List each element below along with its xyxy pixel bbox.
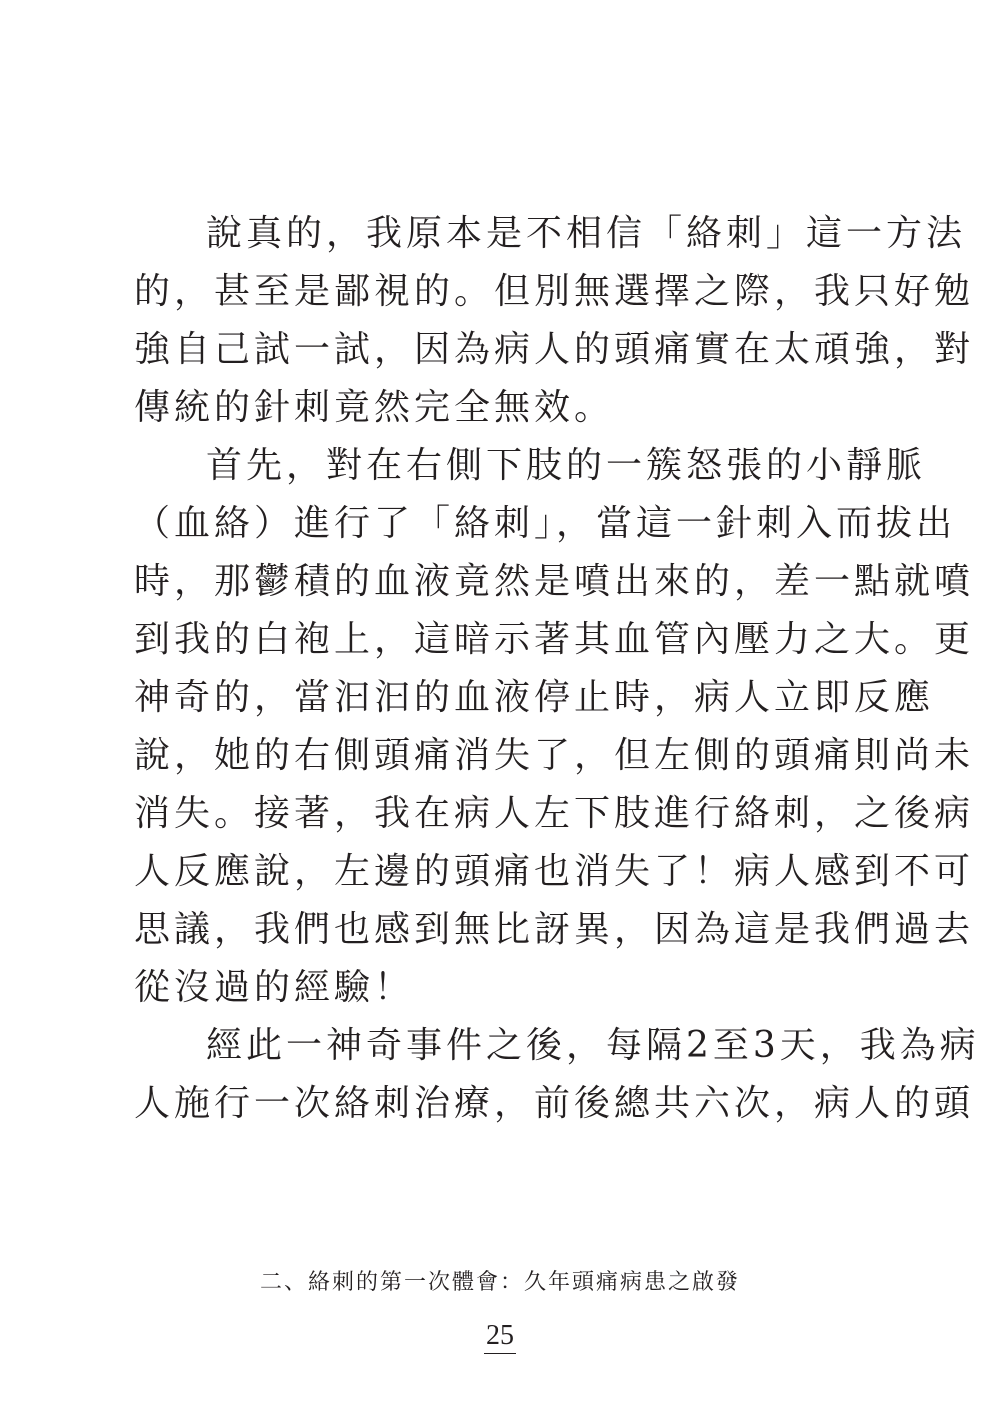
text-line: 經此一神奇事件之後，每隔2至3天，我為病 xyxy=(206,1025,980,1066)
text-line: 從沒過的經驗！ xyxy=(134,967,415,1008)
text-line: 人施行一次絡刺治療，前後總共六次，病人的頭 xyxy=(134,1083,975,1124)
text-line: 人反應說，左邊的頭痛也消失了！病人感到不可 xyxy=(134,851,975,892)
text-line: 思議，我們也感到無比訝異，因為這是我們過去 xyxy=(134,909,975,950)
text-line: 神奇的，當汩汩的血液停止時，病人立即反應 xyxy=(134,677,935,718)
text-line: 的，甚至是鄙視的。但別無選擇之際，我只好勉 xyxy=(134,271,975,312)
text-line: 說，她的右側頭痛消失了，但左側的頭痛則尚未 xyxy=(134,735,975,776)
text-line: （血絡）進行了「絡刺」，當這一針刺入而拔出 xyxy=(134,503,957,544)
text-line: 首先，對在右側下肢的一簇怒張的小靜脈 xyxy=(206,445,927,486)
page-number-container xyxy=(0,1320,1000,1352)
text-line: 傳統的針刺竟然完全無效。 xyxy=(134,387,615,428)
text-line: 到我的白袍上，這暗示著其血管內壓力之大。更 xyxy=(134,619,975,660)
text-line: 強自己試一試，因為病人的頭痛實在太頑強，對 xyxy=(134,329,975,370)
text-line: 時，那鬱積的血液竟然是噴出來的，差一點就噴 xyxy=(134,561,975,602)
running-footer: 二、絡刺的第一次體會：久年頭痛病患之啟發 xyxy=(259,1270,740,1295)
body-text xyxy=(134,205,980,1133)
page-number: 25 xyxy=(484,1320,516,1354)
text-line: 說真的，我原本是不相信「絡刺」這一方法 xyxy=(206,213,967,254)
text-line: 消失。接著，我在病人左下肢進行絡刺，之後病 xyxy=(134,793,975,834)
